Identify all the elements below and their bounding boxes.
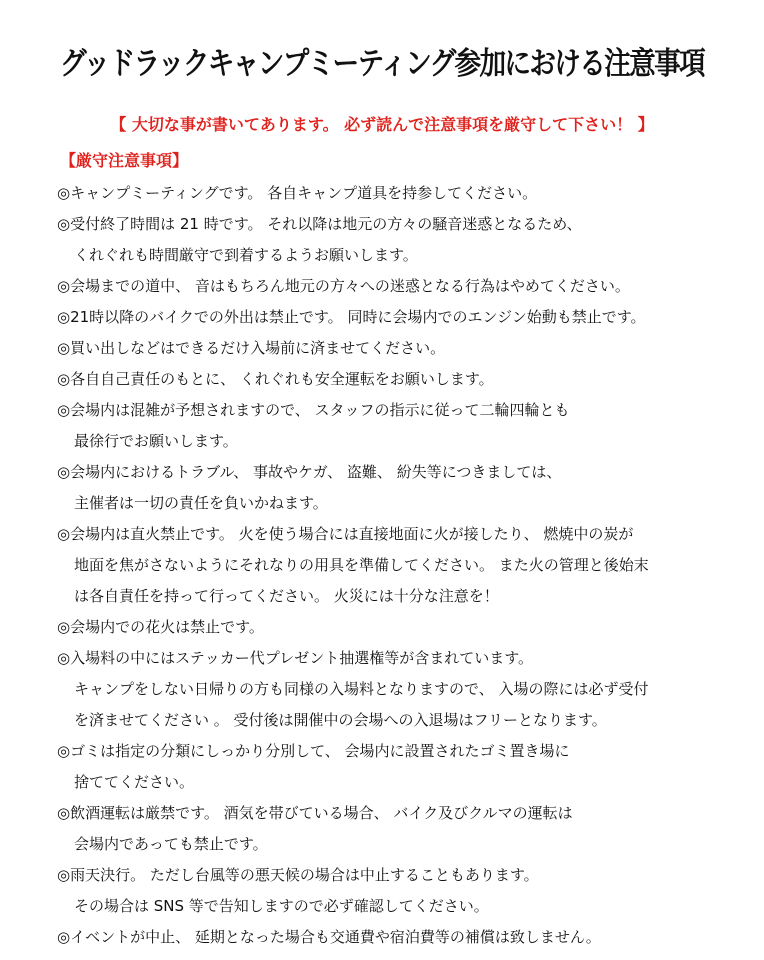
rule-text: ◎入場料の中にはステッカー代プレゼント抽選権等が含まれています。 bbox=[57, 649, 533, 667]
rule-text-continued: は各自責任を持って行ってください。 火災には十分な注意を！ bbox=[74, 587, 499, 605]
rule-text: ◎受付終了時間は 21 時です。 それ以降は地元の方々の騒音迷惑となるため、 bbox=[57, 215, 582, 233]
rule-text: ◎飲酒運転は厳禁です。 酒気を帯びている場合、 バイク及びクルマの運転は bbox=[57, 804, 573, 822]
rule-text: ◎会場内は直火禁止です。 火を使う場合には直接地面に火が接したり、 燃焼中の炭が bbox=[57, 525, 634, 543]
rule-item bbox=[57, 271, 737, 302]
rule-item bbox=[57, 519, 737, 612]
rule-text-continued: キャンプをしない日帰りの方も同様の入場料となりますので、 入場の際には必ず受付 bbox=[74, 680, 649, 698]
rule-text: ◎買い出しなどはできるだけ入場前に済ませてください。 bbox=[57, 339, 446, 357]
rule-text: ◎会場内におけるトラブル、 事故やケガ、 盗難、 紛失等につきましては、 bbox=[57, 463, 562, 481]
rule-text-continued: くれぐれも時間厳守で到着するようお願いします。 bbox=[74, 246, 418, 264]
rule-text-continued: 主催者は一切の責任を負いかねます。 bbox=[74, 494, 328, 512]
rule-text: ◎各自自己責任のもとに、 くれぐれも安全運転をお願いします。 bbox=[57, 370, 494, 388]
important-notice-subtitle: 【 大切な事が書いてあります。 必ず読んで注意事項を厳守して下さい！ 】 bbox=[110, 115, 654, 134]
rule-item bbox=[57, 798, 737, 860]
rule-text-continued: 捨ててください。 bbox=[74, 773, 195, 791]
rule-text: ◎会場までの道中、 音はもちろん地元の方々への迷惑となる行為はやめてください。 bbox=[57, 277, 630, 295]
rule-item bbox=[57, 395, 737, 457]
rule-item bbox=[57, 209, 737, 271]
rule-item bbox=[57, 333, 737, 364]
rule-text: ◎イベントが中止、 延期となった場合も交通費や宿泊費等の補償は致しません。 bbox=[57, 928, 601, 946]
rule-item bbox=[57, 178, 737, 209]
page-title: グッドラックキャンプミーティング参加における注意事項 bbox=[60, 46, 704, 82]
rule-item bbox=[57, 364, 737, 395]
rule-item bbox=[57, 302, 737, 333]
rule-text-continued: 会場内であっても禁止です。 bbox=[74, 835, 268, 853]
rule-text: ◎会場内は混雑が予想されますので、 スタッフの指示に従って二輪四輪とも bbox=[57, 401, 570, 419]
rule-text: ◎雨天決行。 ただし台風等の悪天候の場合は中止することもあります。 bbox=[57, 866, 539, 884]
rules-list bbox=[57, 178, 737, 953]
rule-item bbox=[57, 860, 737, 922]
rule-text-continued: 地面を焦がさないようにそれなりの用具を準備してください。 また火の管理と後始末 bbox=[74, 556, 649, 574]
rule-item bbox=[57, 457, 737, 519]
rule-text: ◎キャンプミーティングです。 各自キャンプ道具を持参してください。 bbox=[57, 184, 538, 202]
rule-text-continued: を済ませてください 。 受付後は開催中の会場への入退場はフリーとなります。 bbox=[74, 711, 607, 729]
rule-text-continued: その場合は SNS 等で告知しますので必ず確認してください。 bbox=[74, 897, 489, 915]
rule-item bbox=[57, 922, 737, 953]
rule-text-continued: 最徐行でお願いします。 bbox=[74, 432, 238, 450]
rule-text: ◎会場内での花火は禁止です。 bbox=[57, 618, 264, 636]
rule-text: ◎21時以降のバイクでの外出は禁止です。 同時に会場内でのエンジン始動も禁止です。 bbox=[57, 308, 646, 326]
rule-item bbox=[57, 736, 737, 798]
rule-text: ◎ゴミは指定の分類にしっかり分別して、 会場内に設置されたゴミ置き場に bbox=[57, 742, 570, 760]
section-heading: 【厳守注意事項】 bbox=[60, 151, 189, 170]
rule-item bbox=[57, 643, 737, 736]
rule-item bbox=[57, 612, 737, 643]
